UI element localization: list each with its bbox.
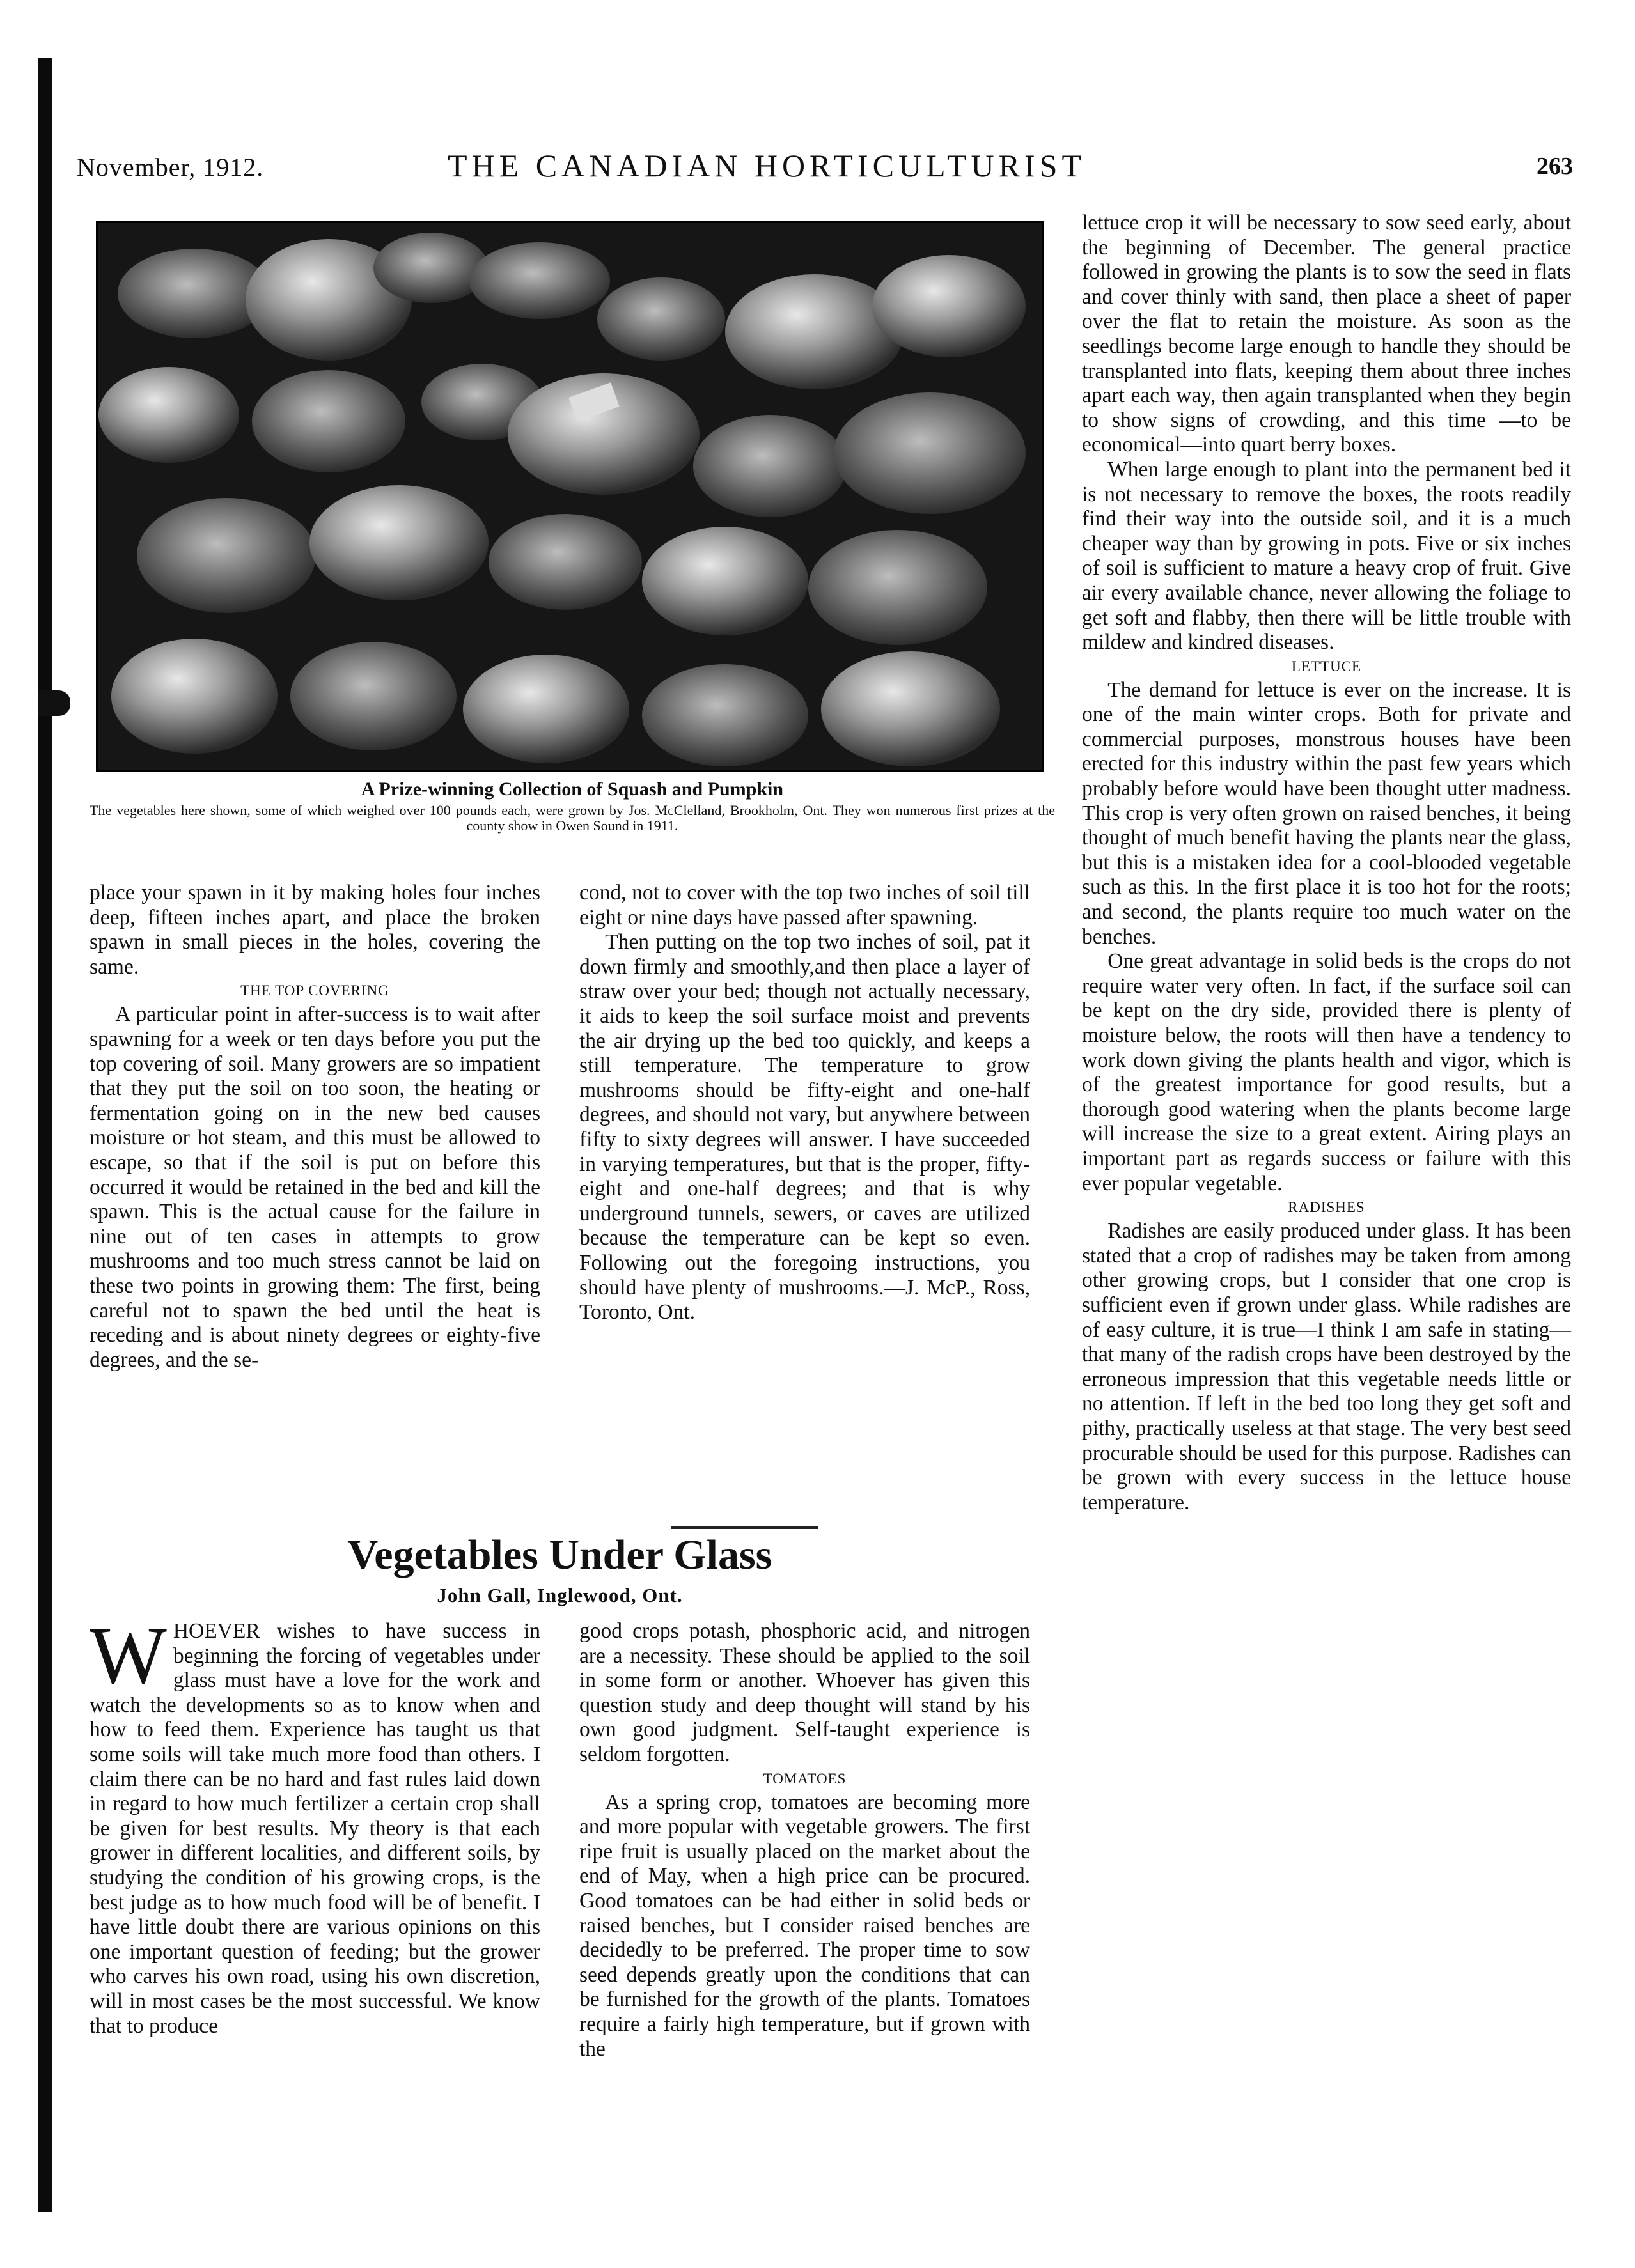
paragraph: good crops potash, phosphoric acid, and nitrogen are a necessity. These should be applied to the soil in some form or another. Whoever has given this question study and deep thought will stand by his own good judgment. Self-taught experience is seldom forgotten. bbox=[579, 1619, 1030, 1766]
paragraph-text: HOEVER wishes to have success in beginning the forcing of vegetables under glass must have a love for the work and watch the developments so as to know when and how to feed them. Experience has taught us that some soils will take much more food than others. I claim there can be no hard and fast rules laid down in regard to how much fertilizer a certain crop shall be given for best results. My theory is that each grower in different localities, and different soils, by studying the condition of his growing crops, is the best judge as to how much food will be of benefit. I have little doubt there are various opinions on this one important question of feeding; but the grower who carves his own road, using his own discretion, will in most cases be the most successful. We know that to produce bbox=[90, 1619, 540, 2038]
paragraph: One great advantage in solid beds is the crops do not require water very often. In fact, if the surface soil can be kept on the dry side, provided there is plenty of moisture below, the roots will then have a tendency to work down giving the plants health and vigor, which is of the greatest importance for good results, but a thorough good watering when the plants become large will increase the size to a great extent. Airing plays an important part as regards success or failure with this ever popular vegetable. bbox=[1082, 949, 1571, 1195]
squash-pumpkin-photo bbox=[96, 221, 1044, 772]
paragraph: Radishes are easily produced under glass. It has been stated that a crop of radishes may be taken from among other growing crops, but I consider that one crop is sufficient even if grown under glass. While radishes are of easy culture, it is true—I think I am safe in stating—that many of the radish crops have been destroyed by the erroneous impression that this vegetable needs little or no attention. If left in the bed too long they get soft and pithy, practically useless at that stage. The very best seed procurable should be used for this purpose. Radishes can be grown with every success in the lettuce house temperature. bbox=[1082, 1219, 1571, 1514]
article-byline: John Gall, Inglewood, Ont. bbox=[437, 1584, 683, 1606]
column-1-mushrooms bbox=[90, 881, 540, 1372]
column-vegetables-tomatoes bbox=[579, 1619, 1030, 2062]
column-vegetables-intro bbox=[90, 1610, 540, 2039]
paragraph: As a spring crop, tomatoes are becoming more and more popular with vegetable growers. The first ripe fruit is usually placed on the market about the end of May, when a high price can be procured. Good tomatoes can be had either in solid beds or raised benches, but I consider raised benches are decidedly to be preferred. The proper time to sow seed depends greatly upon the conditions that can be furnished for the growth of the plants. Tomatoes require a fairly high temperature, but if grown with the bbox=[579, 1790, 1030, 2061]
paragraph: lettuce crop it will be necessary to sow seed early, about the beginning of December. The general practice followed in growing the plants is to sow the seed in flats and cover thinly with sand, then place a sheet of paper over the flat to retain the moisture. As soon as the seedlings become large enough to handle they should be transplanted into flats, keeping them about three inches apart each way, then again transplanted when they begin to show signs of crowding, and this time —to be economical—into quart berry boxes. bbox=[1082, 211, 1571, 457]
paragraph: cond, not to cover with the top two inches of soil till eight or nine days have passed after spawning. bbox=[579, 881, 1030, 929]
column-3-lettuce-radishes bbox=[1082, 211, 1571, 1515]
journal-title: THE CANADIAN HORTICULTURIST bbox=[448, 148, 1086, 183]
paragraph bbox=[90, 1610, 540, 2039]
page-binding-edge bbox=[38, 58, 52, 2212]
paragraph: When large enough to plant into the permanent bed it is not necessary to remove the boxes, the roots readily find their way into the outside soil, and it is a much cheaper way than by growing in pots. Five or six inches of soil is sufficient to mature a heavy crop of fruit. Give air every available chance, never allowing the foliage to get soft and flabby, then there will be little trouble with mildew and kindred diseases. bbox=[1082, 457, 1571, 655]
article-title: Vegetables Under Glass bbox=[347, 1532, 772, 1578]
photo-caption bbox=[90, 779, 1055, 834]
column-2-mushrooms bbox=[579, 881, 1030, 1325]
page-header bbox=[77, 147, 1573, 192]
photo-image bbox=[98, 223, 1042, 770]
paragraph: Then putting on the top two inches of soil, pat it down firmly and smoothly,and then place a layer of straw over your bed; though not actually necessary, it aids to keep the soil surface moist and prevents the air drying up the bed too quickly, and keeps a still temperature. The temperature to grow mushrooms should be fifty-eight and one-half degrees, and should not vary, but anywhere between fifty to sixty degrees will answer. I have succeeded in varying temperatures, but that is the proper, fifty-eight and one-half degrees; and that is why underground tunnels, sewers, or caves are utilized because the temperature can be kept so even. Following out the foregoing instructions, you should have plenty of mushrooms.—J. McP., Ross, Toronto, Ont. bbox=[579, 930, 1030, 1324]
page-number: 263 bbox=[1537, 153, 1573, 180]
article-divider bbox=[671, 1526, 818, 1529]
drop-cap: W bbox=[90, 1610, 167, 1701]
paragraph: The demand for lettuce is ever on the increase. It is one of the main winter crops. Both for private and commercial purposes, monstrous houses have been erected for this industry within the past few years which probably before would have been thought utter madness. This crop is very often grown on raised benches, it being thought of much benefit having the plants near the glass, but this is a mistaken idea for a cool-blooded vegetable such as this. In the first place it is too hot for the roots; and second, the plants require too much water on the benches. bbox=[1082, 678, 1571, 949]
paragraph: A particular point in after-success is to wait after spawning for a week or ten days before you put the top covering of soil. Many growers are so impatient that they put the soil on too soon, the heating or fermentation going on in the new bed causes moisture or hot steam, and this must be allowed to escape, so that if the soil is put on before this occurred it would be retained in the bed and kill the spawn. This is the actual cause for the failure in nine out of ten cases in attempts to grow mushrooms and too much stress cannot be laid on these two points in growing them: The first, being careful not to spawn the bed until the heat is receding and is about ninety degrees or eighty-five degrees, and the se- bbox=[90, 1002, 540, 1372]
paragraph: place your spawn in it by making holes four inches deep, fifteen inches apart, and place the broken spawn in small pieces in the holes, covering the same. bbox=[90, 881, 540, 979]
subheading-tomatoes: TOMATOES bbox=[763, 1770, 847, 1787]
subheading-top-covering: THE TOP COVERING bbox=[240, 983, 389, 999]
subheading-lettuce: LETTUCE bbox=[1291, 658, 1362, 674]
caption-title: A Prize-winning Collection of Squash and Pumpkin bbox=[361, 779, 784, 800]
caption-body: The vegetables here shown, some of which weighed over 100 pounds each, were grown by Jos. McClelland, Brookholm, Ont. They won numerous first prizes at the county show in Owen Sound in 1911. bbox=[90, 802, 1055, 834]
subheading-radishes: RADISHES bbox=[1288, 1199, 1365, 1216]
binding-notch bbox=[38, 690, 70, 716]
header-date: November, 1912. bbox=[77, 153, 264, 182]
